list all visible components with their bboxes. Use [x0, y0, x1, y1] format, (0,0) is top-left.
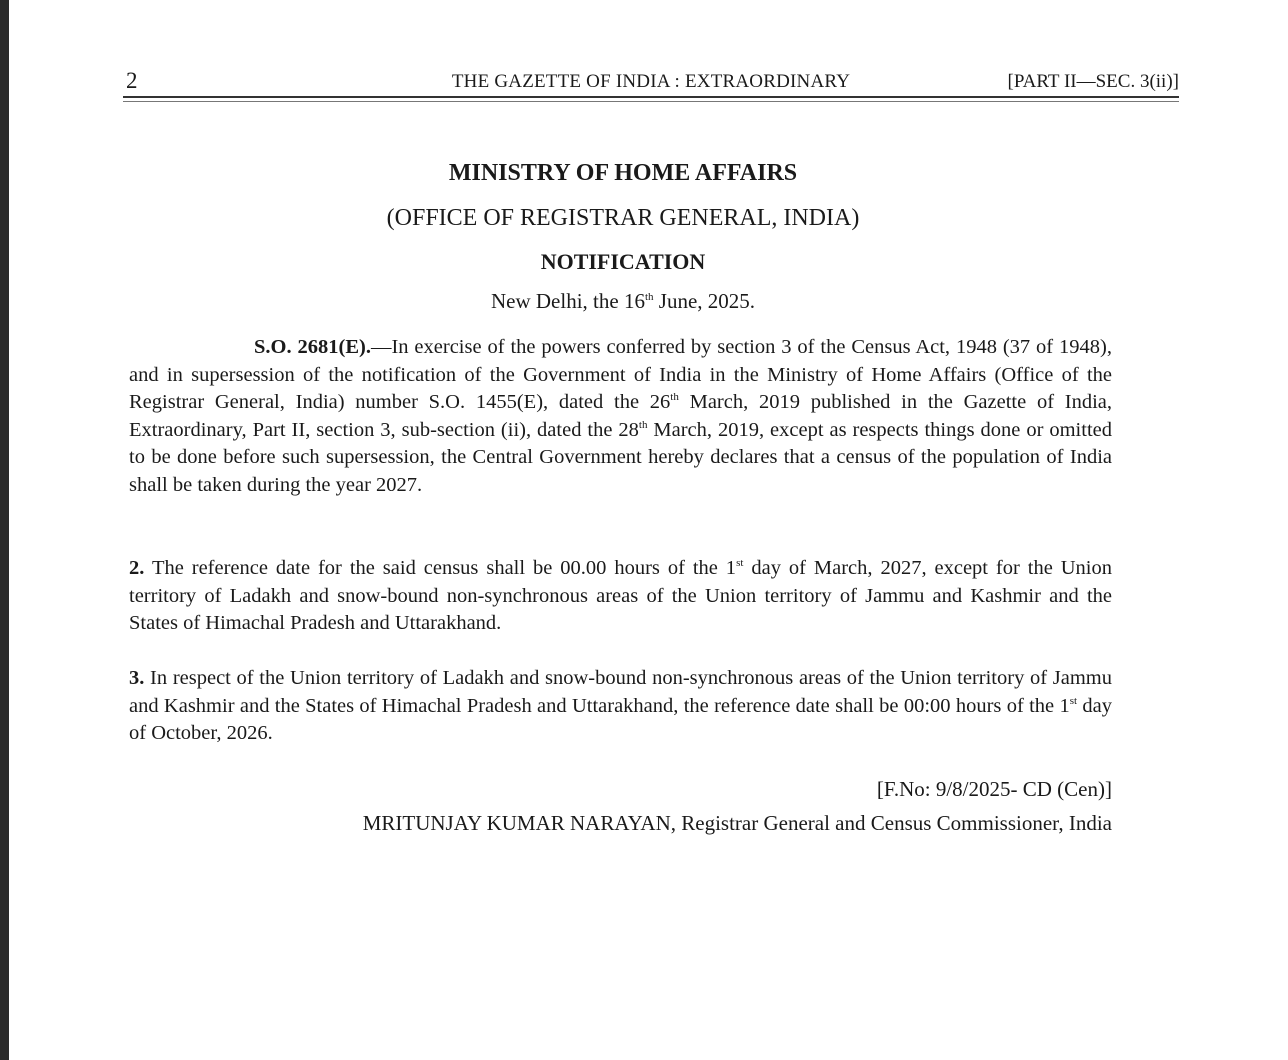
window-edge [0, 0, 9, 1060]
para3-text-1: In respect of the Union territory of Ladakh and snow-bound non-synchronous areas of the Union territory of Jammu and Kashmir and the States of Himachal Pradesh and Uttarakhand, the reference date shall be 00:00 hours of the 1 [129, 667, 1112, 717]
so-number: S.O. 2681(E). [254, 336, 371, 358]
para3-sup-1: st [1069, 694, 1078, 707]
ministry-heading: MINISTRY OF HOME AFFAIRS [448, 160, 798, 186]
header-rule [123, 96, 1179, 98]
paragraph-2 [129, 555, 1112, 638]
gazette-page [9, 0, 1288, 1060]
file-number: [F.No: 9/8/2025- CD (Cen)] [876, 777, 1112, 801]
para1-text-2: March, 2019 published in the Gazette of India, Extraordinary, Part II, section 3, sub-section (ii), dated the 28 [129, 391, 1112, 441]
para3-number: 3. [129, 667, 145, 689]
para2-sup-1: st [736, 557, 744, 569]
para1-text-3: March, 2019, except as respects things done or omitted to be done before such supersession, the Central Government hereby declares that a census of the population of India shall be taken during the year 2027. [129, 418, 1112, 496]
para3-text-2: day of October, 2026. [129, 694, 1112, 745]
para1-sup-1: th [670, 391, 679, 404]
gazette-title: THE GAZETTE OF INDIA : EXTRAORDINARY [451, 71, 851, 92]
running-header [123, 66, 1179, 96]
signatory: MRITUNJAY KUMAR NARAYAN, Registrar General and Census Commissioner, India [362, 811, 1112, 835]
dateline-sup: th [644, 291, 654, 303]
para1-sup-2: th [638, 418, 648, 431]
dateline-prefix: New Delhi, the 16 [490, 289, 645, 313]
page-number: 2 [126, 68, 138, 93]
notification-heading: NOTIFICATION [540, 249, 706, 274]
paragraph-3 [129, 665, 1112, 748]
dateline [123, 289, 1123, 314]
paragraph-1 [129, 334, 1112, 500]
dateline-suffix: June, 2025. [653, 289, 756, 313]
para2-number: 2. [129, 557, 145, 579]
office-heading: (OFFICE OF REGISTRAR GENERAL, INDIA) [386, 205, 860, 231]
para2-text-1: The reference date for the said census shall be 00.00 hours of the 1 [144, 557, 737, 579]
para1-text-1: —In exercise of the powers conferred by section 3 of the Census Act, 1948 (37 of 1948), and in supersession of the notification of the Government of India in the Ministry of Home Affairs (Office of the Registrar General, India) number S.O. 1455(E), dated the 26 [129, 336, 1112, 414]
part-section: [PART II—SEC. 3(ii)] [1007, 71, 1179, 92]
header-rule-thin [123, 101, 1179, 102]
para2-text-2: day of March, 2027, except for the Union territory of Ladakh and snow-bound non-synchronous areas of the Union territory of Jammu and Kashmir and the States of Himachal Pradesh and Uttarakhand. [129, 557, 1112, 635]
